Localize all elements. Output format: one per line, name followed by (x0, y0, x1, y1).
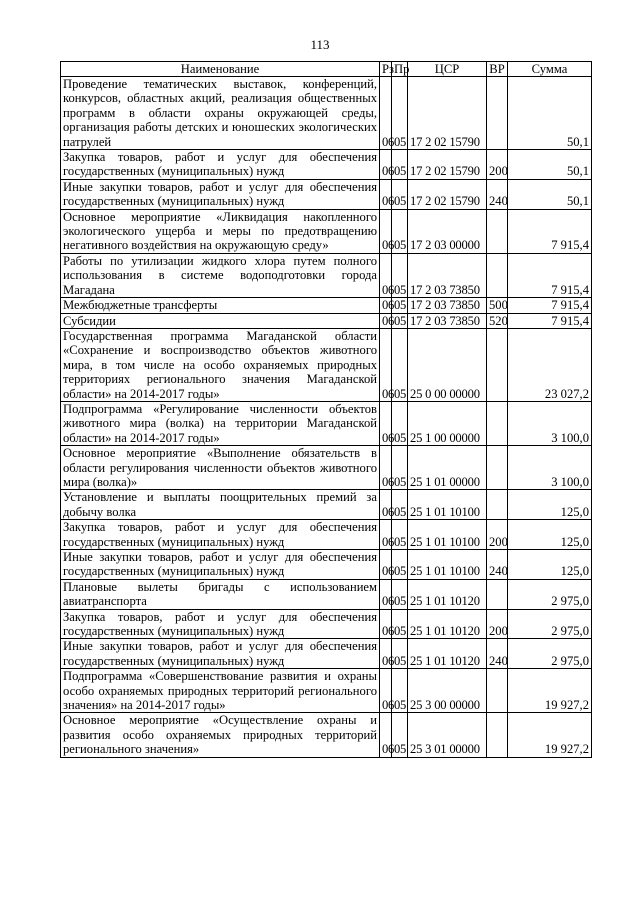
row-name: Подпрограмма «Регулирование численности объектов животного мира (волка) на территории Магаданской области» на 2014-2017 годы» (61, 401, 380, 445)
row-sum: 2 975,0 (508, 609, 592, 639)
row-csr: 25 1 01 00000 (408, 446, 487, 490)
row-name: Иные закупки товаров, работ и услуг для обеспечения государственных (муниципальных) нужд (61, 550, 380, 580)
row-sum: 2 975,0 (508, 579, 592, 609)
row-vr: 500 (487, 298, 508, 313)
row-sum: 7 915,4 (508, 253, 592, 297)
row-rz: 06 (380, 446, 392, 490)
row-sum: 125,0 (508, 520, 592, 550)
row-pr: 05 (392, 579, 408, 609)
row-name: Закупка товаров, работ и услуг для обеспечения государственных (муниципальных) нужд (61, 609, 380, 639)
row-pr: 05 (392, 490, 408, 520)
table-row (61, 490, 592, 520)
row-name: Работы по утилизации жидкого хлора путем полного использования в системе водоподготовки города Магадана (61, 253, 380, 297)
page-number: 113 (310, 37, 330, 52)
row-csr: 17 2 03 73850 (408, 298, 487, 313)
row-rz: 06 (380, 490, 392, 520)
row-pr: 05 (392, 401, 408, 445)
row-pr: 05 (392, 209, 408, 253)
row-vr (487, 490, 508, 520)
row-sum: 7 915,4 (508, 209, 592, 253)
row-pr: 05 (392, 150, 408, 180)
row-sum: 2 975,0 (508, 639, 592, 669)
table-row (61, 401, 592, 445)
row-name: Основное мероприятие «Ликвидация накопленного экологического ущерба и меры по предотвращению негативного воздействия на окружающую среду» (61, 209, 380, 253)
row-rz: 06 (380, 520, 392, 550)
row-vr (487, 669, 508, 713)
row-csr: 25 1 01 10120 (408, 609, 487, 639)
row-name: Основное мероприятие «Выполнение обязательств в области регулирования численности объектов животного мира (волка)» (61, 446, 380, 490)
row-rz: 06 (380, 669, 392, 713)
row-rz: 06 (380, 328, 392, 401)
row-csr: 25 1 01 10120 (408, 639, 487, 669)
row-sum: 3 100,0 (508, 401, 592, 445)
row-vr (487, 446, 508, 490)
row-sum: 50,1 (508, 179, 592, 209)
row-rz: 06 (380, 401, 392, 445)
header-rz: Рз (380, 62, 392, 77)
row-vr: 520 (487, 313, 508, 328)
table-row (61, 328, 592, 401)
table-row (61, 179, 592, 209)
row-name: Основное мероприятие «Осуществление охраны и развития особо охраняемых природных территорий регионального значения» (61, 713, 380, 757)
row-sum: 19 927,2 (508, 713, 592, 757)
row-name: Закупка товаров, работ и услуг для обеспечения государственных (муниципальных) нужд (61, 520, 380, 550)
row-name: Государственная программа Магаданской области «Сохранение и воспроизводство объектов животного мира, в том числе на особо охраняемых природных территориях регионального значения Магаданской области» на 2014-2017 годы» (61, 328, 380, 401)
header-pr: Пр (392, 62, 408, 77)
row-pr: 05 (392, 253, 408, 297)
table-row (61, 669, 592, 713)
row-pr: 05 (392, 446, 408, 490)
row-vr: 200 (487, 520, 508, 550)
row-sum: 7 915,4 (508, 298, 592, 313)
row-csr: 25 1 01 10100 (408, 490, 487, 520)
row-name: Субсидии (61, 313, 380, 328)
row-csr: 17 2 03 00000 (408, 209, 487, 253)
row-sum: 125,0 (508, 490, 592, 520)
row-pr: 05 (392, 313, 408, 328)
header-vr: ВР (487, 62, 508, 77)
row-rz: 06 (380, 179, 392, 209)
row-csr: 25 1 01 10100 (408, 520, 487, 550)
row-pr: 05 (392, 328, 408, 401)
table-row (61, 639, 592, 669)
table-row (61, 609, 592, 639)
row-csr: 17 2 02 15790 (408, 150, 487, 180)
row-rz: 06 (380, 579, 392, 609)
row-rz: 06 (380, 298, 392, 313)
row-pr: 05 (392, 298, 408, 313)
row-sum: 125,0 (508, 550, 592, 580)
table-header-row (61, 62, 592, 77)
row-csr: 25 0 00 00000 (408, 328, 487, 401)
row-name: Подпрограмма «Совершенствование развития и охраны особо охраняемых природных территорий регионального значения» на 2014-2017 годы» (61, 669, 380, 713)
row-pr: 05 (392, 713, 408, 757)
row-csr: 25 1 01 10100 (408, 550, 487, 580)
row-rz: 06 (380, 639, 392, 669)
table-row (61, 253, 592, 297)
row-name: Межбюджетные трансферты (61, 298, 380, 313)
row-vr (487, 579, 508, 609)
row-pr: 05 (392, 550, 408, 580)
table-row (61, 579, 592, 609)
row-vr (487, 713, 508, 757)
row-vr: 240 (487, 179, 508, 209)
row-vr: 200 (487, 609, 508, 639)
row-pr: 05 (392, 179, 408, 209)
row-csr: 17 2 03 73850 (408, 313, 487, 328)
row-rz: 06 (380, 209, 392, 253)
row-sum: 50,1 (508, 150, 592, 180)
table-row (61, 550, 592, 580)
row-vr: 200 (487, 150, 508, 180)
table-row (61, 713, 592, 757)
table-row (61, 77, 592, 150)
row-name: Иные закупки товаров, работ и услуг для обеспечения государственных (муниципальных) нужд (61, 179, 380, 209)
row-name: Проведение тематических выставок, конференций, конкурсов, областных акций, реализация общественных программ в области охраны окружающей среды, организация работы детских и юношеских экологических патрулей (61, 77, 380, 150)
table-row (61, 298, 592, 313)
table-row (61, 446, 592, 490)
row-pr: 05 (392, 669, 408, 713)
row-pr: 05 (392, 639, 408, 669)
row-csr: 17 2 02 15790 (408, 77, 487, 150)
row-csr: 17 2 02 15790 (408, 179, 487, 209)
row-vr (487, 209, 508, 253)
row-vr: 240 (487, 639, 508, 669)
row-vr (487, 253, 508, 297)
header-name: Наименование (61, 62, 380, 77)
row-csr: 25 3 00 00000 (408, 669, 487, 713)
row-sum: 50,1 (508, 77, 592, 150)
row-vr (487, 328, 508, 401)
row-pr: 05 (392, 520, 408, 550)
row-name: Иные закупки товаров, работ и услуг для обеспечения государственных (муниципальных) нужд (61, 639, 380, 669)
table-row (61, 313, 592, 328)
row-rz: 06 (380, 253, 392, 297)
row-csr: 25 1 01 10120 (408, 579, 487, 609)
row-sum: 7 915,4 (508, 313, 592, 328)
row-vr: 240 (487, 550, 508, 580)
row-name: Закупка товаров, работ и услуг для обеспечения государственных (муниципальных) нужд (61, 150, 380, 180)
row-pr: 05 (392, 77, 408, 150)
row-vr (487, 401, 508, 445)
row-sum: 23 027,2 (508, 328, 592, 401)
header-sum: Сумма (508, 62, 592, 77)
row-sum: 19 927,2 (508, 669, 592, 713)
row-rz: 06 (380, 713, 392, 757)
table-row (61, 209, 592, 253)
table-row (61, 520, 592, 550)
row-csr: 25 1 00 00000 (408, 401, 487, 445)
header-csr: ЦСР (408, 62, 487, 77)
row-name: Установление и выплаты поощрительных премий за добычу волка (61, 490, 380, 520)
budget-table (60, 61, 592, 758)
row-rz: 06 (380, 609, 392, 639)
row-rz: 06 (380, 150, 392, 180)
row-rz: 06 (380, 550, 392, 580)
row-csr: 17 2 03 73850 (408, 253, 487, 297)
table-row (61, 150, 592, 180)
row-sum: 3 100,0 (508, 446, 592, 490)
row-csr: 25 3 01 00000 (408, 713, 487, 757)
row-vr (487, 77, 508, 150)
row-rz: 06 (380, 313, 392, 328)
row-pr: 05 (392, 609, 408, 639)
row-name: Плановые вылеты бригады с использованием авиатранспорта (61, 579, 380, 609)
row-rz: 06 (380, 77, 392, 150)
